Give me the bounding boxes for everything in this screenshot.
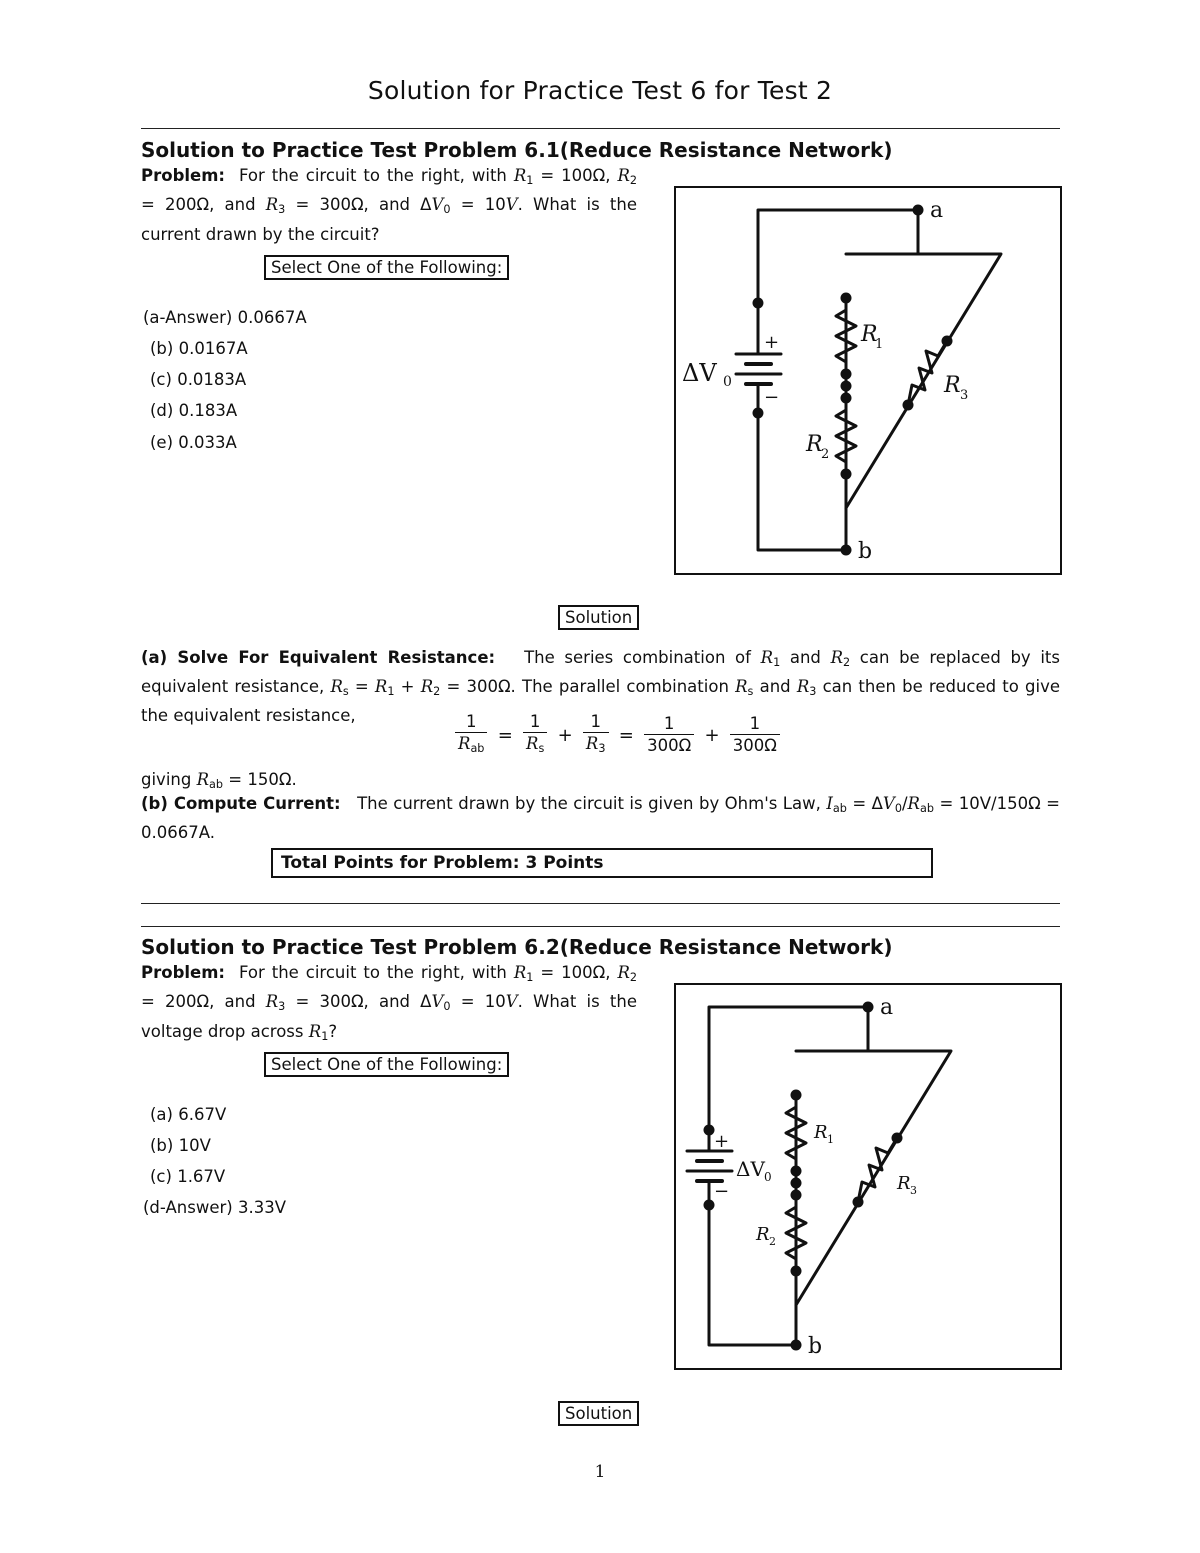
circuit-diagram-1 bbox=[674, 186, 1062, 575]
select-one-label: Select One of the Following: bbox=[264, 1052, 509, 1077]
solution-1-part-a: (a) Solve For Equivalent Resistance: The series combination of $R_1$ and $R_2$ can be replaced by its equivalent resistance, $R_s = R_1 + R_2 = 300\Omega$. The parallel combination $R_s$ and $R_3$ can then be reduced to give the equivalent resistance, bbox=[141, 648, 1061, 725]
r1-label: R bbox=[814, 1122, 828, 1143]
circuit-2-svg bbox=[676, 985, 1060, 1368]
total-points-box: Total Points for Problem: 3 Points bbox=[271, 848, 933, 878]
equivalent-resistance-equation: $\frac{1}{R_{ab}}$ = $\frac{1}{R_s}$ + $\frac{1}{R_3}$ = $\frac{1}{300\Omega}$ + $\frac{1}{300\Omega}$ bbox=[455, 712, 780, 762]
problem-2-heading: Solution to Practice Test Problem 6.2(Reduce Resistance Network) bbox=[141, 935, 893, 959]
circuit-1-svg bbox=[676, 188, 1060, 573]
problem-1-heading: Solution to Practice Test Problem 6.1(Reduce Resistance Network) bbox=[141, 138, 893, 162]
svg-text:2: 2 bbox=[769, 1235, 776, 1248]
choice-c[interactable]: (c) 0.0183A bbox=[150, 370, 247, 389]
minus-sign: − bbox=[764, 387, 780, 408]
v0-label: ΔV bbox=[682, 359, 717, 387]
problem-2-text: Problem: For the circuit to the right, with $R_1 = 100\Omega$, $R_2 = 200\Omega$, and $R_3 = 300\Omega$, and $\Delta V_0 = 10V$. What is the voltage drop across $R_1$? bbox=[141, 963, 638, 1043]
choice-a[interactable]: (a) 6.67V bbox=[150, 1105, 227, 1124]
node-b-label: b bbox=[808, 1334, 823, 1359]
choice-c[interactable]: (c) 1.67V bbox=[150, 1167, 226, 1186]
page-title: Solution for Practice Test 6 for Test 2 bbox=[367, 76, 833, 105]
r1-label: R bbox=[861, 322, 878, 347]
r3-label: R bbox=[897, 1173, 911, 1194]
r3-label: R bbox=[944, 373, 961, 398]
choice-e[interactable]: (e) 0.033A bbox=[150, 433, 237, 452]
problem-label: Problem: bbox=[141, 963, 226, 982]
v0-label: ΔV bbox=[736, 1157, 765, 1181]
svg-text:0: 0 bbox=[764, 1170, 772, 1184]
divider bbox=[141, 926, 1060, 927]
r2-label: R bbox=[756, 1224, 770, 1245]
select-one-label: Select One of the Following: bbox=[264, 255, 509, 280]
problem-label: Problem: bbox=[141, 166, 226, 185]
plus-sign: + bbox=[714, 1131, 730, 1152]
r2-label: R bbox=[806, 432, 823, 457]
choice-b[interactable]: (b) 10V bbox=[150, 1136, 211, 1155]
divider bbox=[141, 128, 1060, 129]
svg-text:3: 3 bbox=[960, 388, 969, 403]
solution-1-giving: giving $R_{ab} = 150\Omega$. bbox=[141, 770, 297, 791]
solution-button-1[interactable]: Solution bbox=[558, 605, 639, 630]
svg-text:1: 1 bbox=[827, 1133, 834, 1146]
solution-1-part-b: (b) Compute Current: The current drawn by the circuit is given by Ohm's Law, $I_{ab} = \Delta V_0/R_{ab} = 10V/150\Omega = 0.0667A$. bbox=[141, 794, 1061, 842]
choice-d[interactable]: (d-Answer) 3.33V bbox=[143, 1198, 286, 1217]
choice-d[interactable]: (d) 0.183A bbox=[150, 401, 238, 420]
node-b-label: b bbox=[858, 539, 873, 564]
solution-button-2[interactable]: Solution bbox=[558, 1401, 639, 1426]
page-number: 1 bbox=[594, 1462, 606, 1482]
minus-sign: − bbox=[714, 1181, 730, 1202]
problem-1-text: Problem: For the circuit to the right, with $R_1 = 100\Omega$, $R_2 = 200\Omega$, and $R_3 = 300\Omega$, and $\Delta V_0 = 10V$. What is the current drawn by the circuit? bbox=[141, 166, 638, 244]
circuit-diagram-2 bbox=[674, 983, 1062, 1370]
choice-a[interactable]: (a-Answer) 0.0667A bbox=[143, 308, 307, 327]
svg-text:2: 2 bbox=[821, 447, 830, 462]
svg-text:0: 0 bbox=[723, 374, 732, 390]
divider bbox=[141, 903, 1060, 904]
node-a-label: a bbox=[880, 995, 894, 1020]
node-a-label: a bbox=[930, 198, 944, 223]
plus-sign: + bbox=[764, 332, 780, 353]
svg-text:1: 1 bbox=[875, 337, 884, 352]
choice-b[interactable]: (b) 0.0167A bbox=[150, 339, 248, 358]
svg-text:3: 3 bbox=[910, 1184, 917, 1197]
